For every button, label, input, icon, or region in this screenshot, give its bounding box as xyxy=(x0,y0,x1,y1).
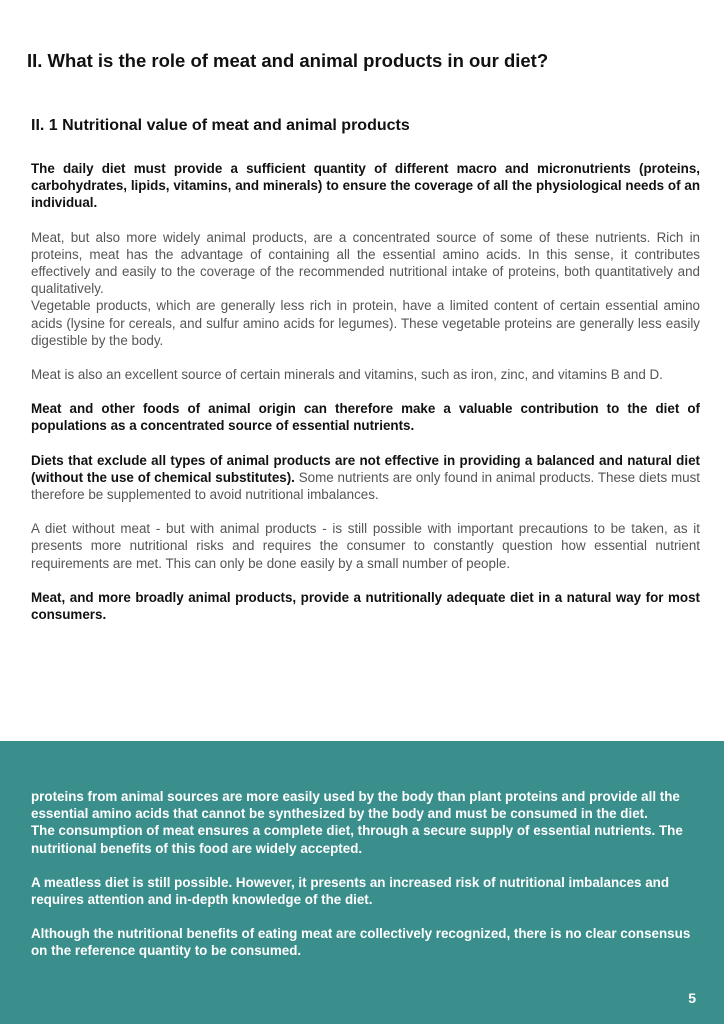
section-heading: II. What is the role of meat and animal products in our diet? xyxy=(27,50,549,71)
paragraph-animal-origin: Meat and other foods of animal origin can therefore make a valuable contribution to the diet of populations as a concentrated source of essential nutrients. xyxy=(31,401,700,434)
paragraph-diets-light: Some nutrients are only found in animal products. These diets must therefore be supplemented to avoid nutritional imbalances. xyxy=(31,469,700,503)
page-number: 5 xyxy=(688,990,696,1006)
summary-meatless: A meatless diet is still possible. However, it presents an increased risk of nutritional imbalances and requires attention and in-depth knowledge of the diet. xyxy=(31,874,670,908)
summary-box xyxy=(0,741,724,1024)
summary-proteins: proteins from animal sources are more easily used by the body than plant proteins and provide all the essential amino acids that cannot be synthesized by the body and must be consumed in the diet. xyxy=(31,789,680,822)
subsection-heading: II. 1 Nutritional value of meat and animal products xyxy=(31,117,410,134)
paragraph-diets xyxy=(31,452,700,504)
summary-text xyxy=(31,788,696,960)
paragraph-diets-bold: Diets that exclude all types of animal products are not effective in providing a balanced and natural diet (without the use of chemical substitutes). xyxy=(31,452,700,485)
paragraph-no-meat: A diet without meat - but with animal products - is still possible with important precautions to be taken, as it presents more nutritional risks and requires the consumer to constantly question how essential nutrient requirements are met. This can only be done easily by a small number of people. xyxy=(31,521,700,571)
summary-consensus: Although the nutritional benefits of eating meat are collectively recognized, there is no clear consensus on the reference quantity to be consumed. xyxy=(31,926,691,959)
paragraph-conclusion: Meat, and more broadly animal products, provide a nutritionally adequate diet in a natural way for most consumers. xyxy=(31,589,700,623)
paragraph-minerals: Meat is also an excellent source of certain minerals and vitamins, such as iron, zinc, and vitamins B and D. xyxy=(31,367,663,383)
summary-consumption: The consumption of meat ensures a complete diet, through a secure supply of essential nutrients. The nutritional benefits of this food are widely accepted. xyxy=(31,823,683,856)
paragraph-vegetable-products: Vegetable products, which are generally less rich in protein, have a limited content of certain essential amino acids (lysine for cereals, and sulfur amino acids for legumes). These vegetable proteins are generally less easily digestible by the body. xyxy=(31,298,700,348)
paragraph-meat-source: Meat, but also more widely animal products, are a concentrated source of some of these nutrients. Rich in proteins, meat has the advantage of containing all the essential amino acids. In this sense, it contributes effectively and easily to the coverage of the recommended nutritional intake of proteins, both quantitatively and qualitatively. xyxy=(31,229,700,297)
paragraph-intro: The daily diet must provide a sufficient quantity of different macro and micronutrients (proteins, carbohydrates, lipids, vitamins, and minerals) to ensure the coverage of all the physiological needs of an individual. xyxy=(31,161,700,211)
body-text xyxy=(31,160,700,623)
